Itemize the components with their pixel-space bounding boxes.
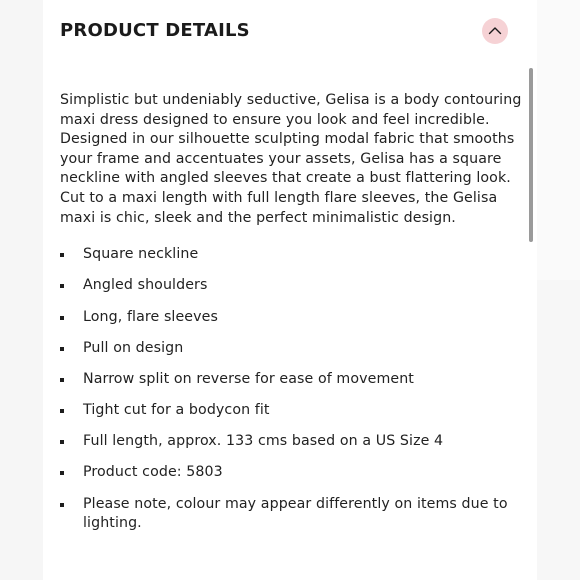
list-item (60, 432, 522, 452)
background-highlight (537, 0, 580, 280)
list-item (60, 276, 522, 296)
bullet-icon (60, 316, 64, 320)
list-item (60, 308, 522, 328)
bullet-icon (60, 253, 64, 257)
page-background-right (537, 0, 580, 580)
bullet-icon (60, 503, 64, 507)
feature-text: Tight cut for a bodycon fit (83, 402, 270, 419)
details-content (60, 91, 522, 545)
list-item (60, 495, 522, 534)
collapse-button[interactable] (482, 18, 508, 44)
feature-text: Pull on design (83, 339, 184, 356)
bullet-icon (60, 471, 64, 475)
feature-text: Product code: 5803 (83, 464, 223, 481)
list-item (60, 463, 522, 483)
feature-text: Square neckline (83, 246, 199, 263)
section-title: PRODUCT DETAILS (60, 20, 250, 41)
product-details-panel (43, 0, 537, 580)
list-item (60, 339, 522, 359)
feature-list (60, 245, 522, 534)
bullet-icon (60, 284, 64, 288)
list-item (60, 401, 522, 421)
bullet-icon (60, 347, 64, 351)
chevron-up-icon (488, 25, 502, 37)
feature-text: Full length, approx. 133 cms based on a US Size 4 (83, 433, 444, 450)
product-description: Simplistic but undeniably seductive, Gelisa is a body contouring maxi dress designed to ensure you look and feel incredible. Designed in our silhouette sculpting modal fabric that smooths your frame and accentuates your assets, Gelisa has a square neckline with angled sleeves that create a bust flattering look. Cut to a maxi length with full length flare sleeves, the Gelisa maxi is chic, sleek and the perfect minimalistic design. (60, 92, 522, 226)
feature-text: Narrow split on reverse for ease of movement (83, 370, 414, 387)
bullet-icon (60, 440, 64, 444)
feature-text: Angled shoulders (83, 277, 208, 294)
accordion-header[interactable] (43, 0, 537, 64)
list-item (60, 370, 522, 390)
bullet-icon (60, 378, 64, 382)
feature-text: Please note, colour may appear differently on items due to lighting. (83, 495, 508, 532)
scrollbar-thumb[interactable] (529, 68, 533, 242)
feature-text: Long, flare sleeves (83, 308, 218, 325)
list-item (60, 245, 522, 265)
bullet-icon (60, 409, 64, 413)
